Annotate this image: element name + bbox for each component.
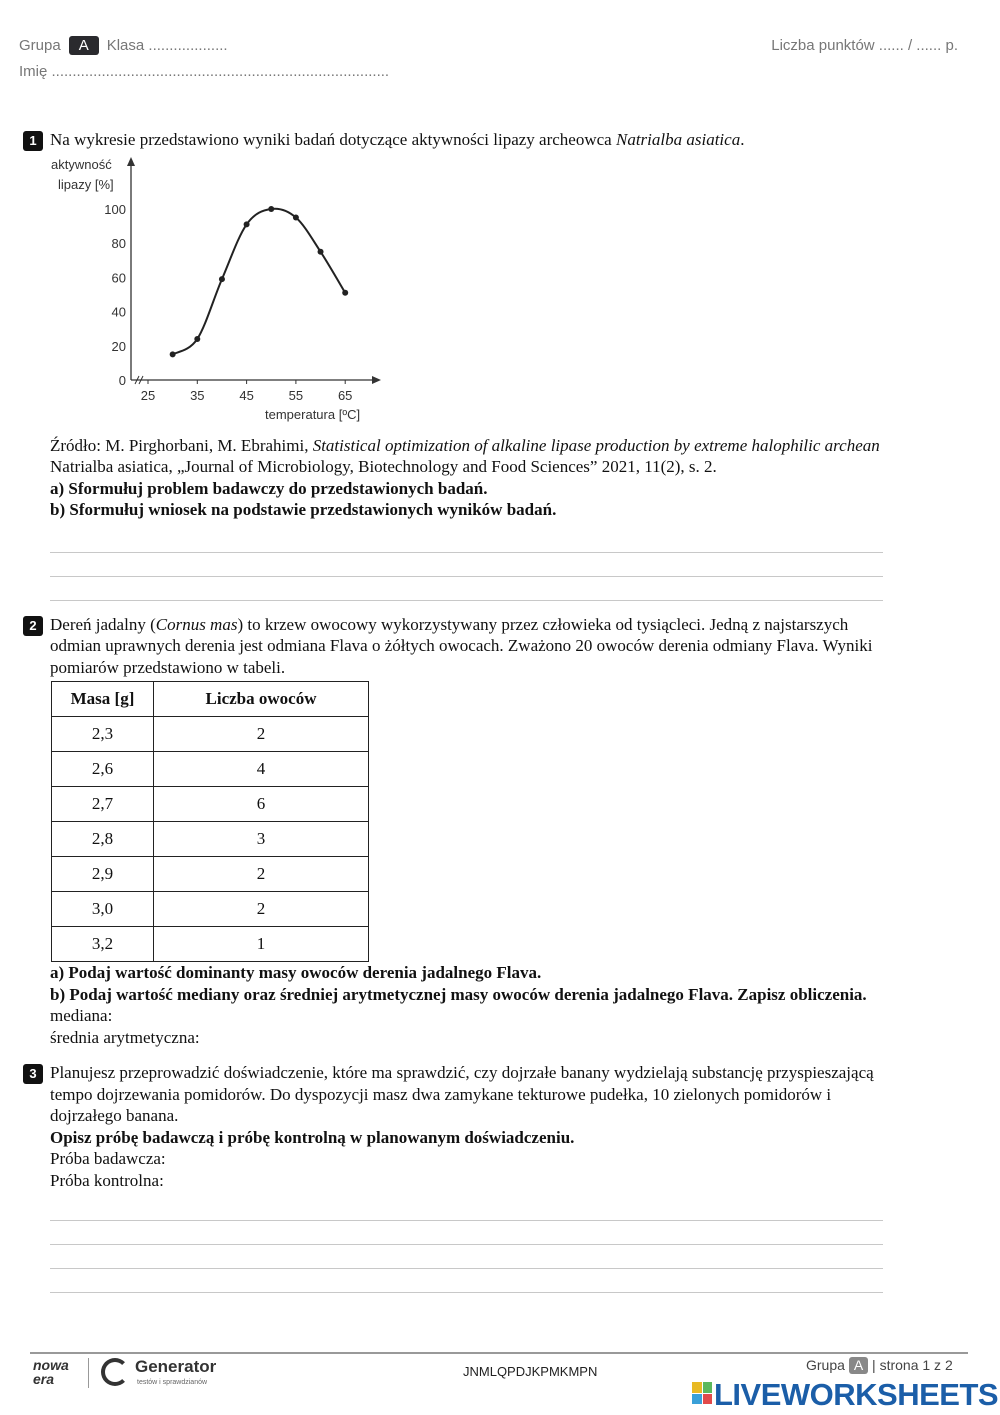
q3-intro	[29, 1062, 890, 1127]
table-row	[52, 857, 369, 892]
source-journal: Natrialba asiatica, „Journal of Microbiology, Biotechnology and Food Sciences” 2021, 11(2), s. 2.	[50, 457, 717, 476]
x-tick-label: 55	[288, 387, 304, 403]
question-number: 1	[23, 131, 43, 151]
source-title: Statistical optimization of alkaline lipase production by extreme halophilic archean	[312, 435, 880, 455]
mean-label: średnia arytmetyczna:	[50, 1027, 200, 1047]
nowa-era-logo: nowa era	[33, 1357, 69, 1387]
name-field[interactable]: Imię .................................................................................	[19, 63, 390, 80]
points-field: Liczba punktów ...... / ...... p.	[771, 37, 958, 54]
x-tick-label: 35	[190, 387, 205, 403]
worksheet-content	[29, 129, 890, 1293]
answer-line[interactable]	[50, 553, 883, 577]
table-row	[52, 822, 369, 857]
table-cell: 2,9	[52, 857, 154, 892]
class-field[interactable]: Klasa ...................	[106, 37, 228, 54]
table-cell: 2,6	[52, 752, 154, 787]
table-cell: 6	[154, 787, 369, 822]
q2-species: Cornus mas	[155, 614, 238, 634]
table-cell: 2	[154, 717, 369, 752]
table-row	[52, 752, 369, 787]
data-point	[293, 214, 299, 220]
answer-line[interactable]	[50, 1269, 883, 1293]
q3-task: Opisz próbę badawczą i próbę kontrolną w planowanym doświadczeniu.	[50, 1127, 575, 1147]
answer-line[interactable]	[50, 529, 883, 553]
source-author: Źródło: M. Pirghorbani, M. Ebrahimi,	[50, 435, 313, 455]
y-tick-label: 40	[111, 304, 126, 320]
q1-intro: 1 Na wykresie przedstawiono wyniki badań dotyczące aktywności lipazy archeowca Natrialba asiatica.	[50, 129, 890, 151]
q1-task-b: b) Sformułuj wniosek na podstawie przedstawionych wyników badań.	[50, 500, 557, 519]
table-cell: 2,3	[52, 717, 154, 752]
q2-intro	[29, 614, 890, 679]
header-group-row	[19, 36, 228, 55]
q1-task-a: a) Sformułuj problem badawczy do przedstawionych badań.	[50, 478, 488, 498]
footer-group-badge: A	[849, 1357, 868, 1374]
x-tick-label: 45	[239, 387, 254, 403]
footer-group-label: Grupa	[806, 1357, 845, 1373]
table-cell: 3	[154, 822, 369, 857]
y-tick-label: 80	[111, 235, 126, 251]
answer-line[interactable]	[50, 577, 883, 601]
data-point	[342, 289, 348, 295]
q3-intro-text: Planujesz przeprowadzić doświadczenie, które ma sprawdzić, czy dojrzałe banany wydzielają substancję przyspieszającą tempo dojrzewania pomidorów. Do dyspozycji masz dwa zamykane tekturowe pudełka, 10 zielonych pomidorów i dojrzałego banana.	[50, 1063, 874, 1125]
q1-species: Natrialba asiatica	[615, 130, 741, 149]
table-cell: 1	[154, 927, 369, 962]
question-number: 2	[23, 616, 43, 636]
generator-subtitle: testów i sprawdzianów	[137, 1379, 208, 1386]
table-cell: 2	[154, 892, 369, 927]
group-label: Grupa	[19, 37, 61, 54]
y-axis-arrow	[127, 157, 135, 166]
table-cell: 3,2	[52, 927, 154, 962]
y-axis-label-1: aktywność	[51, 156, 112, 172]
footer-divider	[30, 1352, 968, 1354]
x-axis-arrow	[372, 376, 381, 384]
table-row	[52, 717, 369, 752]
answer-line[interactable]	[50, 1245, 883, 1269]
data-point	[194, 335, 200, 341]
data-point	[268, 206, 274, 212]
x-axis-label: temperatura [ºC]	[265, 406, 361, 422]
q1-intro-text: Na wykresie przedstawiono wyniki badań dotyczące aktywności lipazy archeowca	[50, 130, 616, 149]
generator-g-icon	[101, 1358, 129, 1386]
page-number: | strona 1 z 2	[872, 1357, 953, 1373]
liveworksheets-icon	[692, 1382, 712, 1404]
table-cell: 3,0	[52, 892, 154, 927]
table-cell: 2,7	[52, 787, 154, 822]
answer-line[interactable]	[50, 1197, 883, 1221]
data-point	[219, 276, 225, 282]
table-row	[52, 787, 369, 822]
q2-intro-b: ) to krzew owocowy wykorzystywany przez człowieka od tysiącleci. Jedną z najstarszych odmian uprawnych derenia jest odmiana Flava o żółtych owocach. Zważono 20 owoców derenia odmiany Flava. Wyniki pomiarów przedstawiono w tabeli.	[50, 614, 873, 677]
q2-task-b: b) Podaj wartość mediany oraz średniej arytmetycznej masy owoców derenia jadalnego Flava. Zapisz obliczenia.	[50, 984, 867, 1004]
answer-line[interactable]	[50, 1221, 883, 1245]
table-row	[52, 927, 369, 962]
control-sample-label: Próba kontrolna:	[50, 1170, 164, 1190]
logo-divider	[88, 1358, 89, 1388]
q2-intro-a: Dereń jadalny (	[50, 614, 156, 634]
document-code: JNMLQPDJKPMKMPN	[463, 1364, 598, 1379]
y-tick-label: 0	[118, 372, 126, 388]
y-tick-label: 20	[111, 338, 126, 354]
question-number: 3	[23, 1064, 43, 1084]
x-tick-label: 25	[140, 387, 156, 403]
data-point	[318, 248, 324, 254]
table-row	[52, 892, 369, 927]
median-label: mediana:	[50, 1006, 113, 1025]
series-line	[173, 208, 346, 354]
generator-logo: Generator	[135, 1357, 217, 1376]
research-sample-label: Próba badawcza:	[50, 1149, 166, 1168]
fruit-mass-table	[51, 681, 369, 962]
y-tick-label: 60	[111, 269, 126, 285]
y-axis-label-2: lipazy [%]	[58, 176, 114, 192]
liveworksheets-watermark: LIVEWORKSHEETS	[714, 1377, 999, 1412]
x-tick-label: 65	[337, 387, 353, 403]
q1-source	[50, 435, 890, 478]
table-cell: 4	[154, 752, 369, 787]
table-cell: 2	[154, 857, 369, 892]
lipase-activity-chart	[45, 151, 390, 431]
table-header: Masa [g]	[52, 682, 154, 717]
table-header: Liczba owoców	[154, 682, 369, 717]
q2-task-a: a) Podaj wartość dominanty masy owoców derenia jadalnego Flava.	[50, 963, 542, 982]
table-cell: 2,8	[52, 822, 154, 857]
group-badge: A	[69, 36, 99, 55]
data-point	[170, 351, 176, 357]
data-point	[244, 221, 250, 227]
y-tick-label: 100	[104, 201, 126, 217]
